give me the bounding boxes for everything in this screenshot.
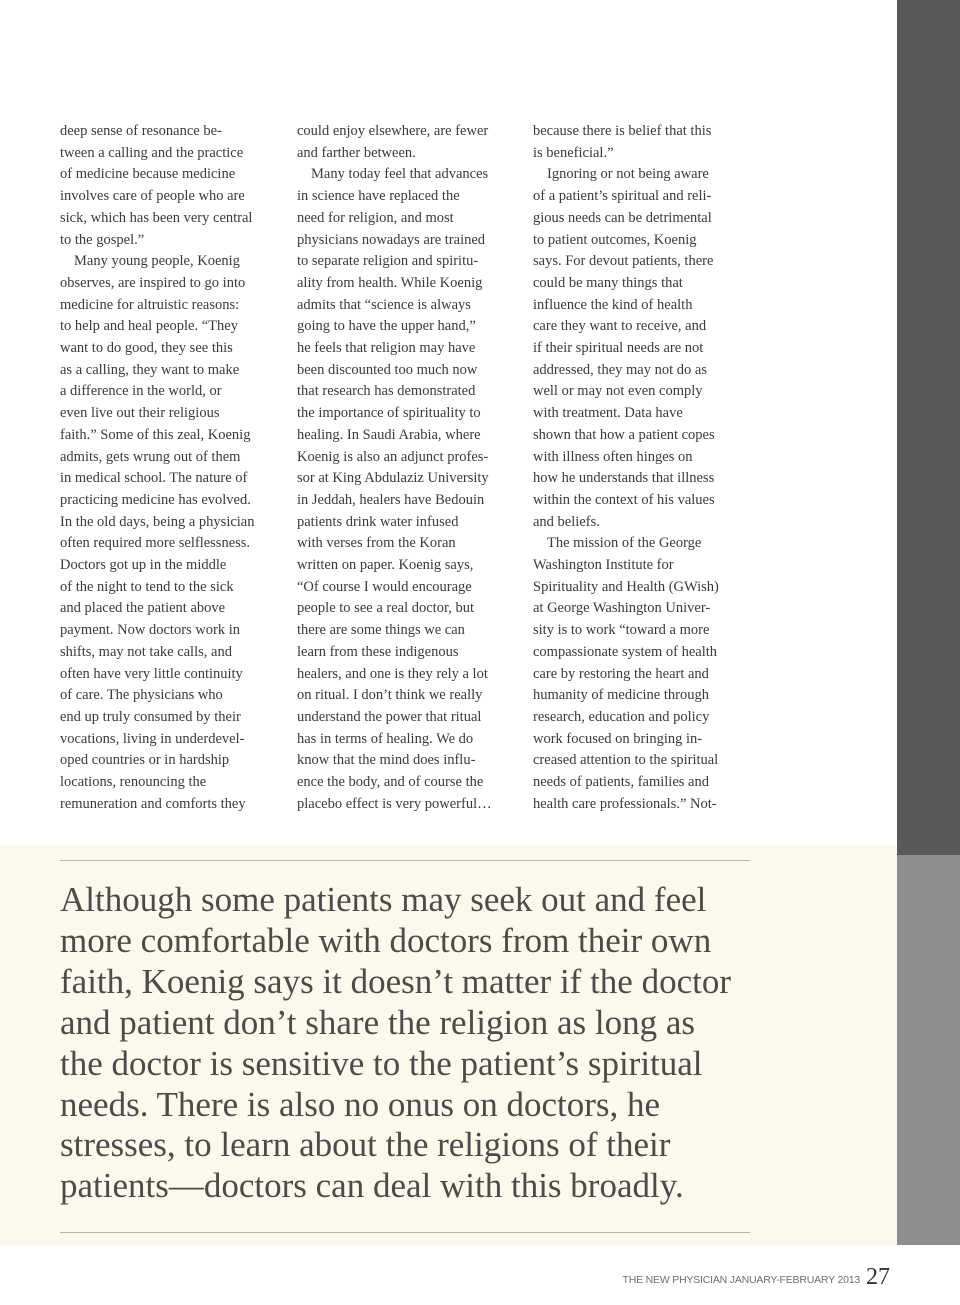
article-text-line: people to see a real doctor, but [297,600,474,617]
article-text-line: shifts, may not take calls, and [60,643,232,660]
article-text-line: learn from these indigenous [297,643,459,660]
article-text-line: with verses from the Koran [297,535,456,552]
page-number: 27 [866,1264,890,1290]
article-text-line: know that the mind does influ- [297,752,476,769]
article-text-line: in Jeddah, healers have Bedouin [297,491,485,508]
article-text-line: tween a calling and the practice [60,144,244,161]
article-text-line: The mission of the George [547,535,702,552]
article-text-line: payment. Now doctors work in [60,622,241,639]
article-text-line: and beliefs. [533,513,600,530]
article-text-line: on ritual. I don’t think we really [297,687,483,704]
pullquote-line: and patient don’t share the religion as long as [60,1002,696,1042]
article-text-line: vocations, living in underdevel- [60,730,245,747]
pullquote-line: patients—doctors can deal with this broadly. [60,1166,684,1206]
article-text-line: with illness often hinges on [533,448,693,465]
article-text-line: and farther between. [297,144,416,161]
article-text-line: health care professionals.” Not- [533,795,717,812]
article-text-line: has in terms of healing. We do [297,730,474,747]
article-text-line: research, education and policy [533,708,710,725]
article-text-line: admits that “science is always [297,296,471,313]
article-text-line: locations, renouncing the [60,774,207,791]
article-text-line: even live out their religious [60,405,220,422]
article-text-line: compassionate system of health [533,643,718,660]
article-text-line: ence the body, and of course the [297,774,484,791]
article-text-line: involves care of people who are [60,188,245,205]
article-text-line: of care. The physicians who [60,687,223,704]
article-text-line: sor at King Abdulaziz University [297,470,489,487]
article-text-line: often have very little continuity [60,665,243,682]
article-text-line: need for religion, and most [297,209,454,226]
article-text-line: understand the power that ritual [297,708,482,725]
pullquote-line: needs. There is also no onus on doctors, he [60,1084,661,1124]
article-text-line: with treatment. Data have [533,405,683,422]
article-text-line: care they want to receive, and [533,318,707,335]
article-text-line: humanity of medicine through [533,687,709,704]
article-text-line: to help and heal people. “They [60,318,238,335]
article-text-line: to separate religion and spiritu- [297,253,479,270]
article-text-line: Ignoring or not being aware [547,166,709,183]
article-text-line: Doctors got up in the middle [60,557,227,574]
publication-name: THE NEW PHYSICIAN JANUARY-FEBRUARY 2013 [622,1274,860,1286]
article-body [60,121,750,821]
article-text-line: says. For devout patients, there [533,253,714,270]
article-text-line: “Of course I would encourage [297,578,472,595]
article-text-line: creased attention to the spiritual [533,752,719,769]
article-text-line: Koenig is also an adjunct profes- [297,448,489,465]
article-text-line: in science have replaced the [297,188,460,205]
article-text-line: physicians nowadays are trained [297,231,486,248]
article-text-line: faith.” Some of this zeal, Koenig [60,426,251,443]
article-text-line: that research has demonstrated [297,383,476,400]
article-text-line: could be many things that [533,274,683,291]
article-text-line: because there is belief that this [533,123,712,139]
article-text-line: shown that how a patient copes [533,426,715,443]
article-text-line: patients drink water infused [297,513,459,530]
pullquote-text [60,880,760,1207]
article-text-line: end up truly consumed by their [60,708,241,725]
pullquote-line: more comfortable with doctors from their own [60,920,712,960]
article-text-line: within the context of his values [533,491,715,508]
article-text-line: want to do good, they see this [60,340,233,357]
article-text-line: to the gospel.” [60,231,145,248]
article-column-1 [60,121,280,816]
article-text-line: placebo effect is very powerful… [297,795,492,812]
article-text-line: well or may not even comply [533,383,703,400]
article-text-line: been discounted too much now [297,361,478,378]
article-text-line: practicing medicine has evolved. [60,491,251,508]
article-text-line: ality from health. While Koenig [297,274,483,291]
article-text-line: could enjoy elsewhere, are fewer [297,123,489,139]
pullquote-line: Although some patients may seek out and feel [60,880,707,919]
article-column-3 [533,121,753,816]
article-text-line: there are some things we can [297,622,465,639]
article-text-line: work focused on bringing in- [533,730,703,747]
article-text-line: how he understands that illness [533,470,715,487]
article-text-line: healing. In Saudi Arabia, where [297,426,481,443]
article-text-line: admits, gets wrung out of them [60,448,241,465]
article-text-line: observes, are inspired to go into [60,274,246,291]
article-text-line: remuneration and comforts they [60,795,246,812]
page-edge-bar-dark [897,0,960,855]
pullquote-line: the doctor is sensitive to the patient’s spiritual [60,1043,703,1083]
article-column-2 [297,121,517,816]
article-text-line: In the old days, being a physician [60,513,255,530]
article-text-line: Many today feel that advances [311,166,489,183]
pullquote-line: faith, Koenig says it doesn’t matter if the doctor [60,961,731,1001]
article-text-line: gious needs can be detrimental [533,209,712,226]
article-text-line: sity is to work “toward a more [533,622,710,639]
article-text-line: Washington Institute for [533,557,674,574]
article-text-line: of medicine because medicine [60,166,236,183]
pullquote-bottom-rule [60,1232,750,1233]
article-text-line: at George Washington Univer- [533,600,711,617]
article-text-line: is beneficial.” [533,144,614,161]
article-text-line: Spirituality and Health (GWish) [533,578,719,595]
article-text-line: going to have the upper hand,” [297,318,476,335]
article-text-line: to patient outcomes, Koenig [533,231,697,248]
article-text-line: often required more selflessness. [60,535,251,552]
article-text-line: oped countries or in hardship [60,752,230,769]
article-text-line: if their spiritual needs are not [533,340,704,357]
article-text-line: influence the kind of health [533,296,693,313]
article-text-line: addressed, they may not do as [533,361,707,378]
article-text-line: healers, and one is they rely a lot [297,665,488,682]
article-text-line: the importance of spirituality to [297,405,481,422]
article-text-line: medicine for altruistic reasons: [60,296,240,313]
page-edge-bar-light [897,855,960,1245]
article-text-line: deep sense of resonance be- [60,123,222,139]
page-footer [623,1262,890,1290]
article-text-line: and placed the patient above [60,600,226,617]
pullquote-top-rule [60,860,750,861]
article-text-line: of the night to tend to the sick [60,578,234,595]
pullquote-line: stresses, to learn about the religions of their [60,1125,671,1165]
article-text-line: he feels that religion may have [297,340,476,357]
article-text-line: as a calling, they want to make [60,361,240,378]
article-text-line: care by restoring the heart and [533,665,709,682]
article-text-line: sick, which has been very central [60,209,253,226]
article-text-line: written on paper. Koenig says, [297,557,474,574]
article-text-line: Many young people, Koenig [74,253,240,270]
article-text-line: a difference in the world, or [60,383,222,400]
article-text-line: needs of patients, families and [533,774,709,791]
article-text-line: in medical school. The nature of [60,470,248,487]
article-text-line: of a patient’s spiritual and reli- [533,188,712,205]
